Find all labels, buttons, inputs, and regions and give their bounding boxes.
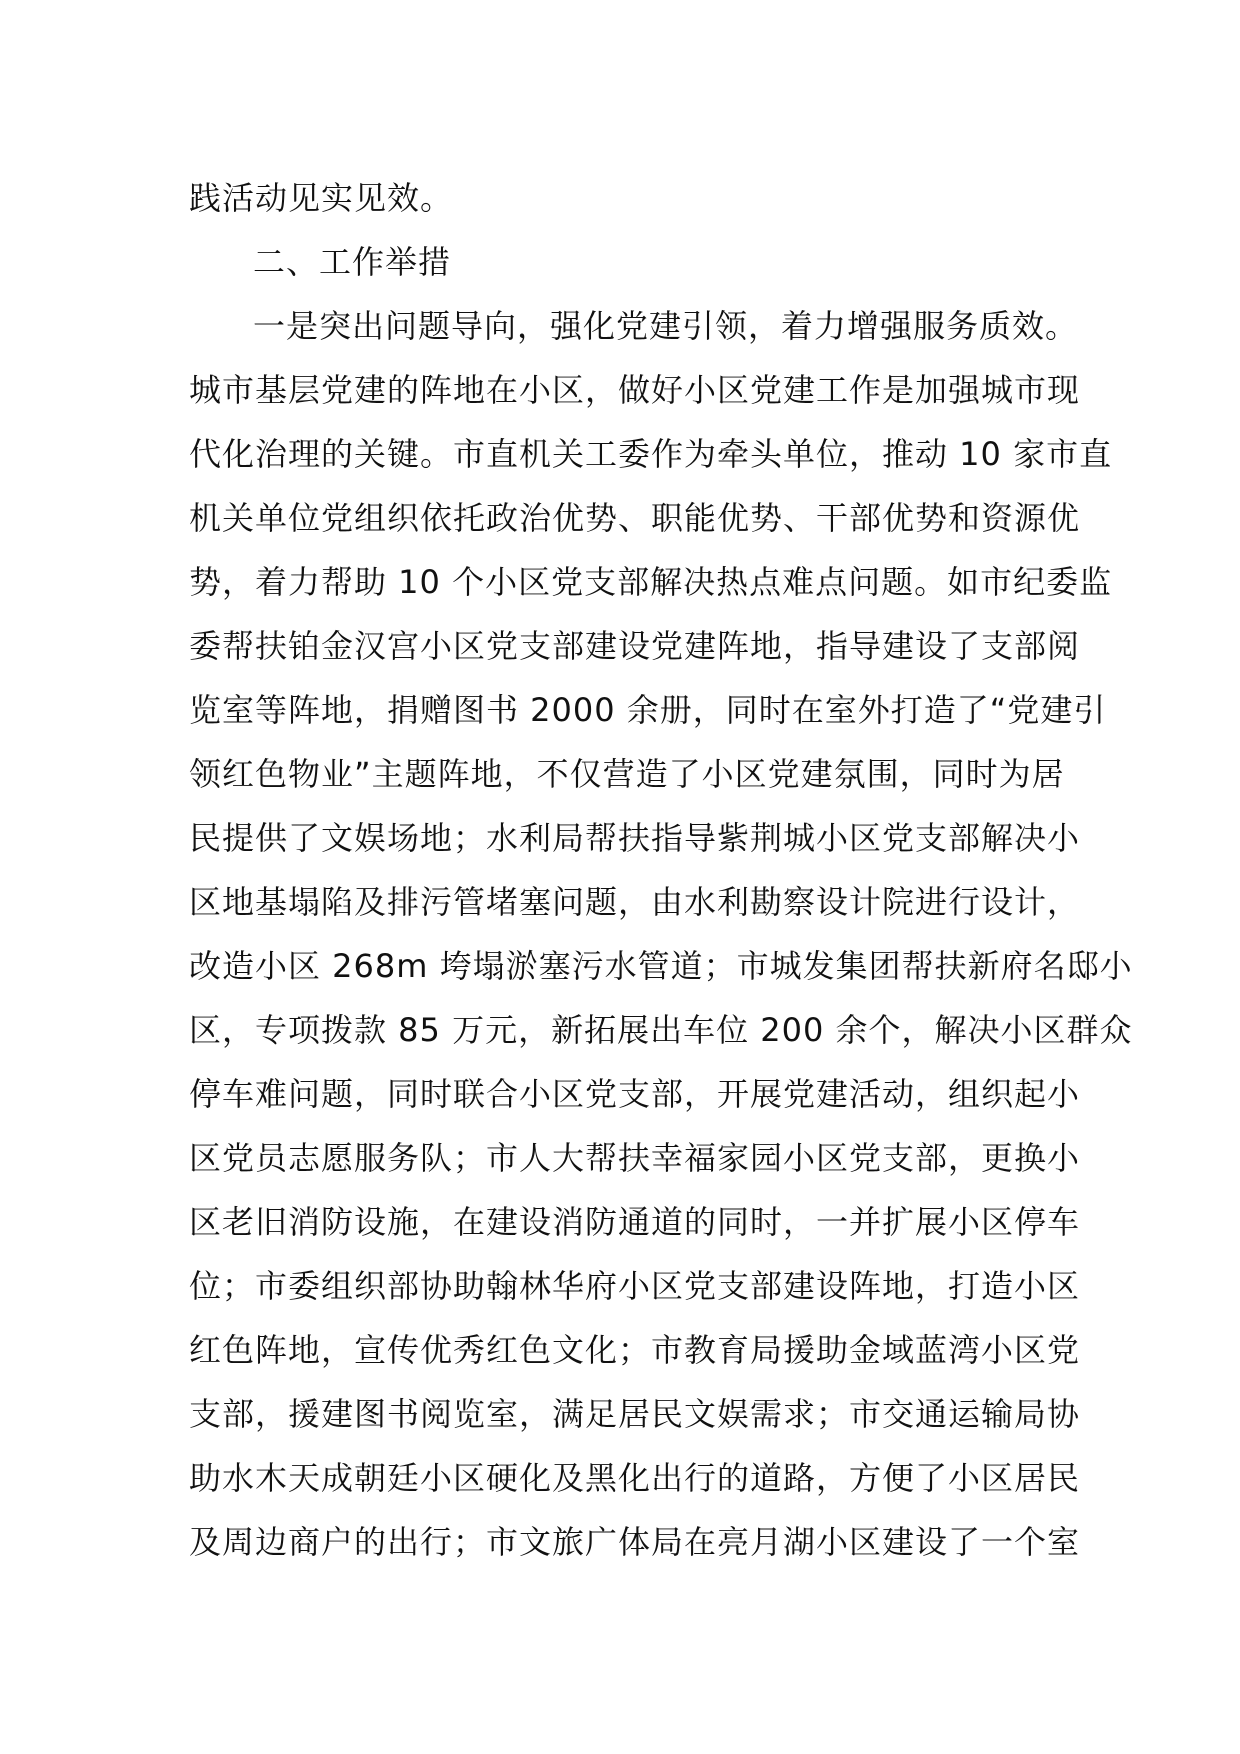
text-line: 改造小区 268m 垮塌淤塞污水管道；市城发集团帮扶新府名邸小 [189, 947, 1133, 985]
text-line: 民提供了文娱场地；水利局帮扶指导紫荆城小区党支部解决小 [189, 819, 1081, 857]
text-line: 区老旧消防设施，在建设消防通道的同时，一并扩展小区停车 [189, 1203, 1081, 1241]
text-line: 位；市委组织部协助翰林华府小区党支部建设阵地，打造小区 [189, 1267, 1081, 1305]
text-line: 及周边商户的出行；市文旅广体局在亮月湖小区建设了一个室 [189, 1523, 1081, 1561]
text-line: 代化治理的关键。市直机关工委作为牵头单位，推动 10 家市直 [189, 435, 1113, 473]
text-line: 城市基层党建的阵地在小区，做好小区党建工作是加强城市现 [189, 371, 1081, 409]
text-line: 区党员志愿服务队；市人大帮扶幸福家园小区党支部，更换小 [189, 1139, 1081, 1177]
paragraph-first-line: 一是突出问题导向，强化党建引领，着力增强服务质效。 [253, 307, 1079, 345]
text-line: 势，着力帮助 10 个小区党支部解决热点难点问题。如市纪委监 [189, 563, 1113, 601]
text-line: 践活动见实见效。 [189, 179, 454, 217]
text-line: 区地基塌陷及排污管堵塞问题，由水利勘察设计院进行设计， [189, 883, 1081, 921]
text-line: 支部，援建图书阅览室，满足居民文娱需求；市交通运输局协 [189, 1395, 1081, 1433]
text-line: 览室等阵地，捐赠图书 2000 余册，同时在室外打造了“党建引 [189, 691, 1107, 729]
text-line: 区，专项拨款 85 万元，新拓展出车位 200 余个，解决小区群众 [189, 1011, 1133, 1049]
text-line: 领红色物业”主题阵地，不仅营造了小区党建氛围，同时为居 [189, 755, 1065, 793]
text-line: 机关单位党组织依托政治优势、职能优势、干部优势和资源优 [189, 499, 1081, 537]
text-line: 停车难问题，同时联合小区党支部，开展党建活动，组织起小 [189, 1075, 1081, 1113]
body-text [189, 166, 1133, 1574]
text-line: 委帮扶铂金汉宫小区党支部建设党建阵地，指导建设了支部阅 [189, 627, 1081, 665]
text-line: 红色阵地，宣传优秀红色文化；市教育局援助金域蓝湾小区党 [189, 1331, 1081, 1369]
text-line: 助水木天成朝廷小区硬化及黑化出行的道路，方便了小区居民 [189, 1459, 1081, 1497]
section-heading: 二、工作举措 [253, 243, 452, 281]
